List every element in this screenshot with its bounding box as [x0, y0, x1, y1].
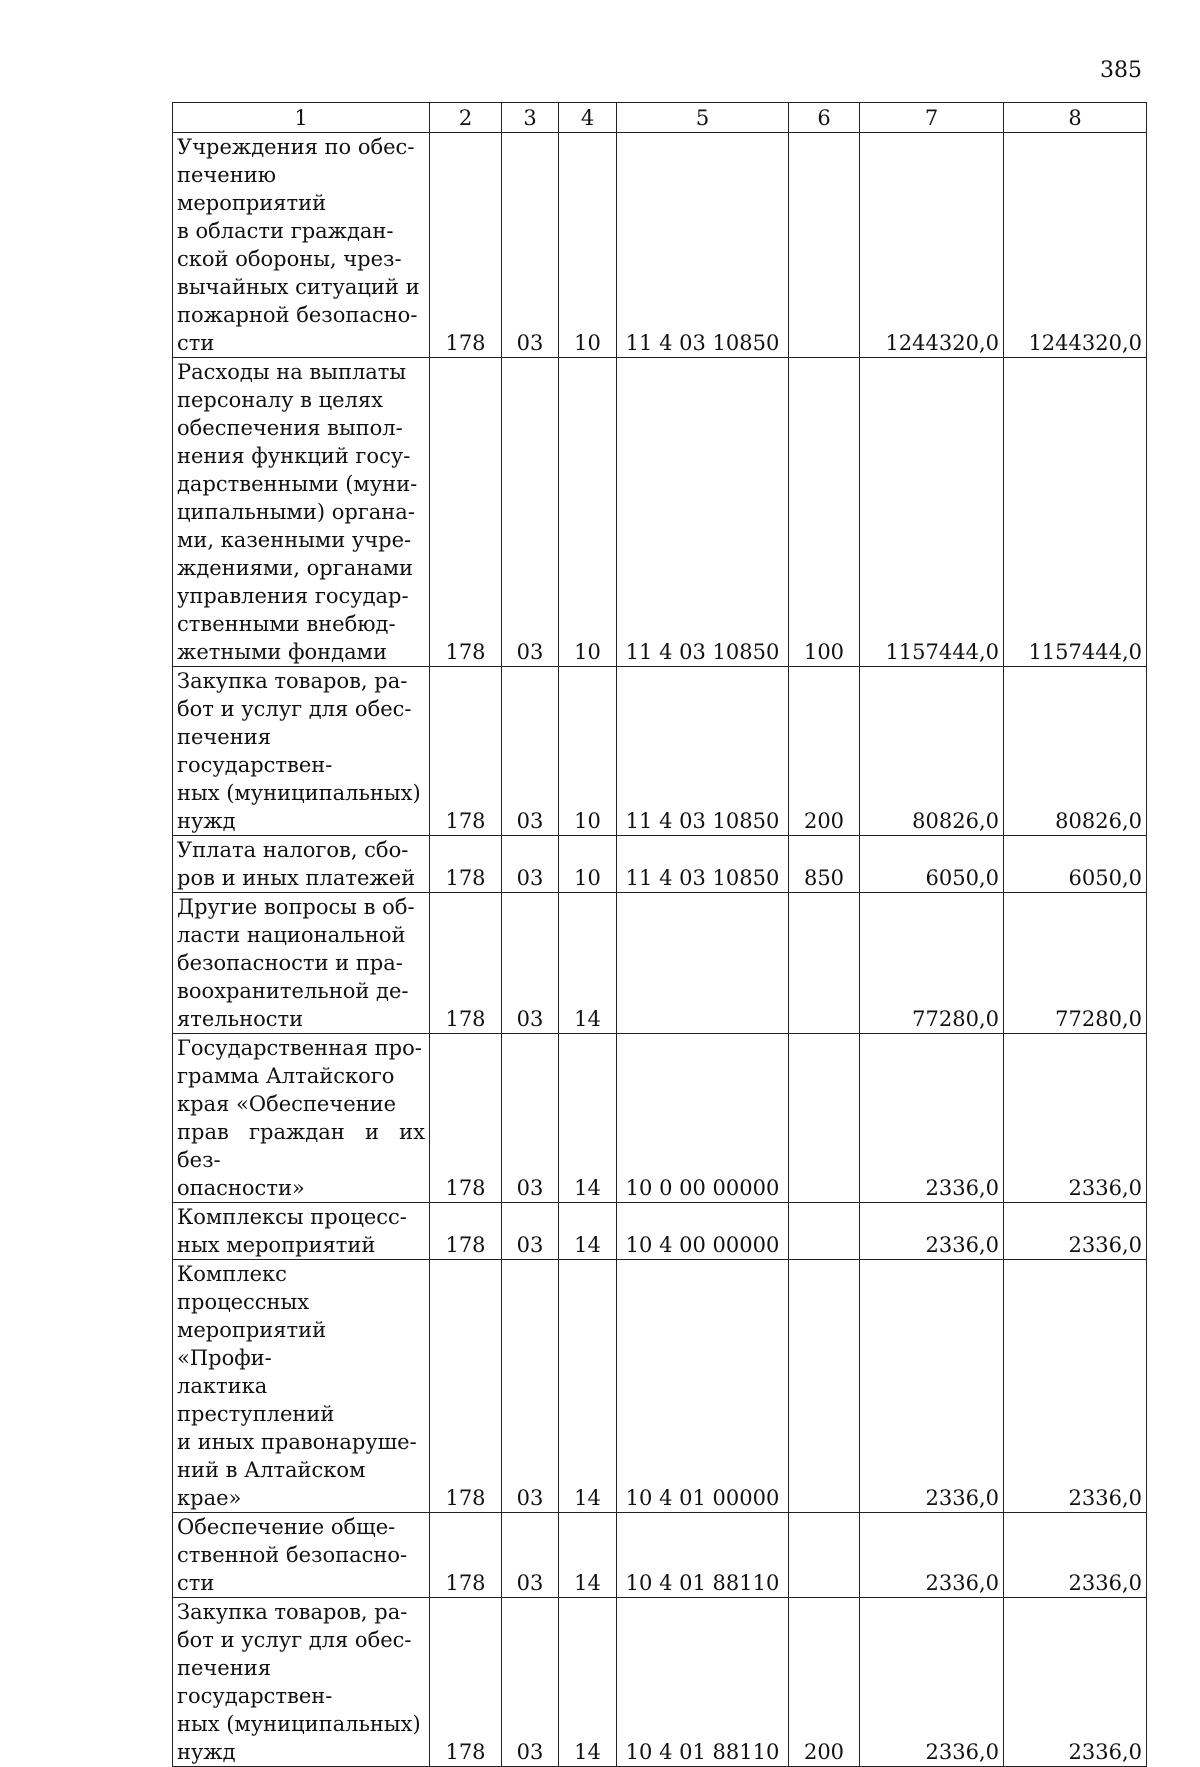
target-article-cell: 11 4 03 10850 — [617, 358, 789, 667]
expense-type-cell — [789, 1203, 860, 1260]
subsection-code-cell: 10 — [559, 133, 617, 358]
amount-col8-cell: 2336,0 — [1004, 1513, 1147, 1598]
table-row — [173, 667, 1147, 836]
table-row — [173, 358, 1147, 667]
column-header: 1 — [173, 103, 430, 133]
item-name-cell: Учреждения по обес- печению мероприятий в области граждан- ской обороны, чрез- вычайных ситуаций и пожарной безопасно- сти — [173, 133, 430, 358]
expense-type-cell — [789, 1034, 860, 1203]
amount-col8-cell: 1157444,0 — [1004, 358, 1147, 667]
amount-col8-cell: 2336,0 — [1004, 1598, 1147, 1767]
section-code-cell: 03 — [502, 1260, 559, 1513]
ministry-code-cell: 178 — [430, 667, 502, 836]
table-row — [173, 1513, 1147, 1598]
subsection-code-cell: 14 — [559, 1513, 617, 1598]
amount-col8-cell: 2336,0 — [1004, 1203, 1147, 1260]
section-code-cell: 03 — [502, 358, 559, 667]
item-name-cell: Расходы на выплаты персоналу в целях обеспечения выпол- нения функций госу- дарственными (муни- ципальными) органа- ми, казенными учре- ждениями, органами управления государ- ственными внебюд- жетными фондами — [173, 358, 430, 667]
subsection-code-cell: 14 — [559, 1260, 617, 1513]
target-article-cell: 11 4 03 10850 — [617, 836, 789, 893]
amount-col8-cell: 6050,0 — [1004, 836, 1147, 893]
expense-type-cell — [789, 133, 860, 358]
subsection-code-cell: 10 — [559, 667, 617, 836]
ministry-code-cell: 178 — [430, 1598, 502, 1767]
expense-type-cell: 100 — [789, 358, 860, 667]
table-row — [173, 1034, 1147, 1203]
target-article-cell: 11 4 03 10850 — [617, 667, 789, 836]
target-article-cell: 10 4 01 88110 — [617, 1513, 789, 1598]
item-name-cell: Закупка товаров, ра- бот и услуг для обес- печения государствен- ных (муниципальных) нужд — [173, 667, 430, 836]
expense-type-cell: 850 — [789, 836, 860, 893]
amount-col7-cell: 2336,0 — [860, 1034, 1004, 1203]
item-name-cell: Комплекс процессных мероприятий «Профи- лактика преступлений и иных правонаруше- ний в Алтайском крае» — [173, 1260, 430, 1513]
subsection-code-cell: 14 — [559, 893, 617, 1034]
expense-type-cell: 200 — [789, 667, 860, 836]
expense-type-cell — [789, 1513, 860, 1598]
column-header: 2 — [430, 103, 502, 133]
amount-col8-cell: 2336,0 — [1004, 1260, 1147, 1513]
target-article-cell: 10 0 00 00000 — [617, 1034, 789, 1203]
budget-table — [172, 102, 1147, 1767]
amount-col7-cell: 2336,0 — [860, 1513, 1004, 1598]
item-name-cell: Уплата налогов, сбо- ров и иных платежей — [173, 836, 430, 893]
expense-type-cell — [789, 893, 860, 1034]
subsection-code-cell: 14 — [559, 1034, 617, 1203]
section-code-cell: 03 — [502, 1203, 559, 1260]
amount-col7-cell: 80826,0 — [860, 667, 1004, 836]
amount-col8-cell: 2336,0 — [1004, 1034, 1147, 1203]
table-row — [173, 1598, 1147, 1767]
amount-col8-cell: 80826,0 — [1004, 667, 1147, 836]
amount-col7-cell: 1157444,0 — [860, 358, 1004, 667]
ministry-code-cell: 178 — [430, 358, 502, 667]
target-article-cell: 10 4 01 00000 — [617, 1260, 789, 1513]
column-header: 7 — [860, 103, 1004, 133]
section-code-cell: 03 — [502, 1034, 559, 1203]
item-name-cell: Государственная про- грамма Алтайского края «Обеспечение прав граждан и их без- опасности» — [173, 1034, 430, 1203]
table-row — [173, 133, 1147, 358]
section-code-cell: 03 — [502, 836, 559, 893]
section-code-cell: 03 — [502, 1513, 559, 1598]
target-article-cell: 10 4 01 88110 — [617, 1598, 789, 1767]
table-row — [173, 1203, 1147, 1260]
section-code-cell: 03 — [502, 893, 559, 1034]
item-name-cell: Комплексы процесс- ных мероприятий — [173, 1203, 430, 1260]
column-header: 4 — [559, 103, 617, 133]
ministry-code-cell: 178 — [430, 1203, 502, 1260]
subsection-code-cell: 10 — [559, 836, 617, 893]
page-number: 385 — [1100, 58, 1142, 83]
table-row — [173, 836, 1147, 893]
ministry-code-cell: 178 — [430, 836, 502, 893]
target-article-cell — [617, 893, 789, 1034]
ministry-code-cell: 178 — [430, 1260, 502, 1513]
ministry-code-cell: 178 — [430, 1034, 502, 1203]
amount-col7-cell: 2336,0 — [860, 1598, 1004, 1767]
ministry-code-cell: 178 — [430, 133, 502, 358]
table-row — [173, 1260, 1147, 1513]
table-header-row — [173, 103, 1147, 133]
amount-col7-cell: 1244320,0 — [860, 133, 1004, 358]
ministry-code-cell: 178 — [430, 893, 502, 1034]
table-row — [173, 893, 1147, 1034]
subsection-code-cell: 14 — [559, 1203, 617, 1260]
amount-col7-cell: 6050,0 — [860, 836, 1004, 893]
column-header: 8 — [1004, 103, 1147, 133]
column-header: 6 — [789, 103, 860, 133]
section-code-cell: 03 — [502, 667, 559, 836]
target-article-cell: 10 4 00 00000 — [617, 1203, 789, 1260]
section-code-cell: 03 — [502, 133, 559, 358]
subsection-code-cell: 10 — [559, 358, 617, 667]
amount-col7-cell: 2336,0 — [860, 1203, 1004, 1260]
item-name-cell: Другие вопросы в об- ласти национальной безопасности и пра- воохранительной де- ятельности — [173, 893, 430, 1034]
column-header: 5 — [617, 103, 789, 133]
section-code-cell: 03 — [502, 1598, 559, 1767]
amount-col8-cell: 77280,0 — [1004, 893, 1147, 1034]
target-article-cell: 11 4 03 10850 — [617, 133, 789, 358]
subsection-code-cell: 14 — [559, 1598, 617, 1767]
amount-col7-cell: 77280,0 — [860, 893, 1004, 1034]
amount-col7-cell: 2336,0 — [860, 1260, 1004, 1513]
item-name-cell: Обеспечение обще- ственной безопасно- сти — [173, 1513, 430, 1598]
item-name-cell: Закупка товаров, ра- бот и услуг для обес- печения государствен- ных (муниципальных) нужд — [173, 1598, 430, 1767]
column-header: 3 — [502, 103, 559, 133]
ministry-code-cell: 178 — [430, 1513, 502, 1598]
expense-type-cell — [789, 1260, 860, 1513]
amount-col8-cell: 1244320,0 — [1004, 133, 1147, 358]
expense-type-cell: 200 — [789, 1598, 860, 1767]
